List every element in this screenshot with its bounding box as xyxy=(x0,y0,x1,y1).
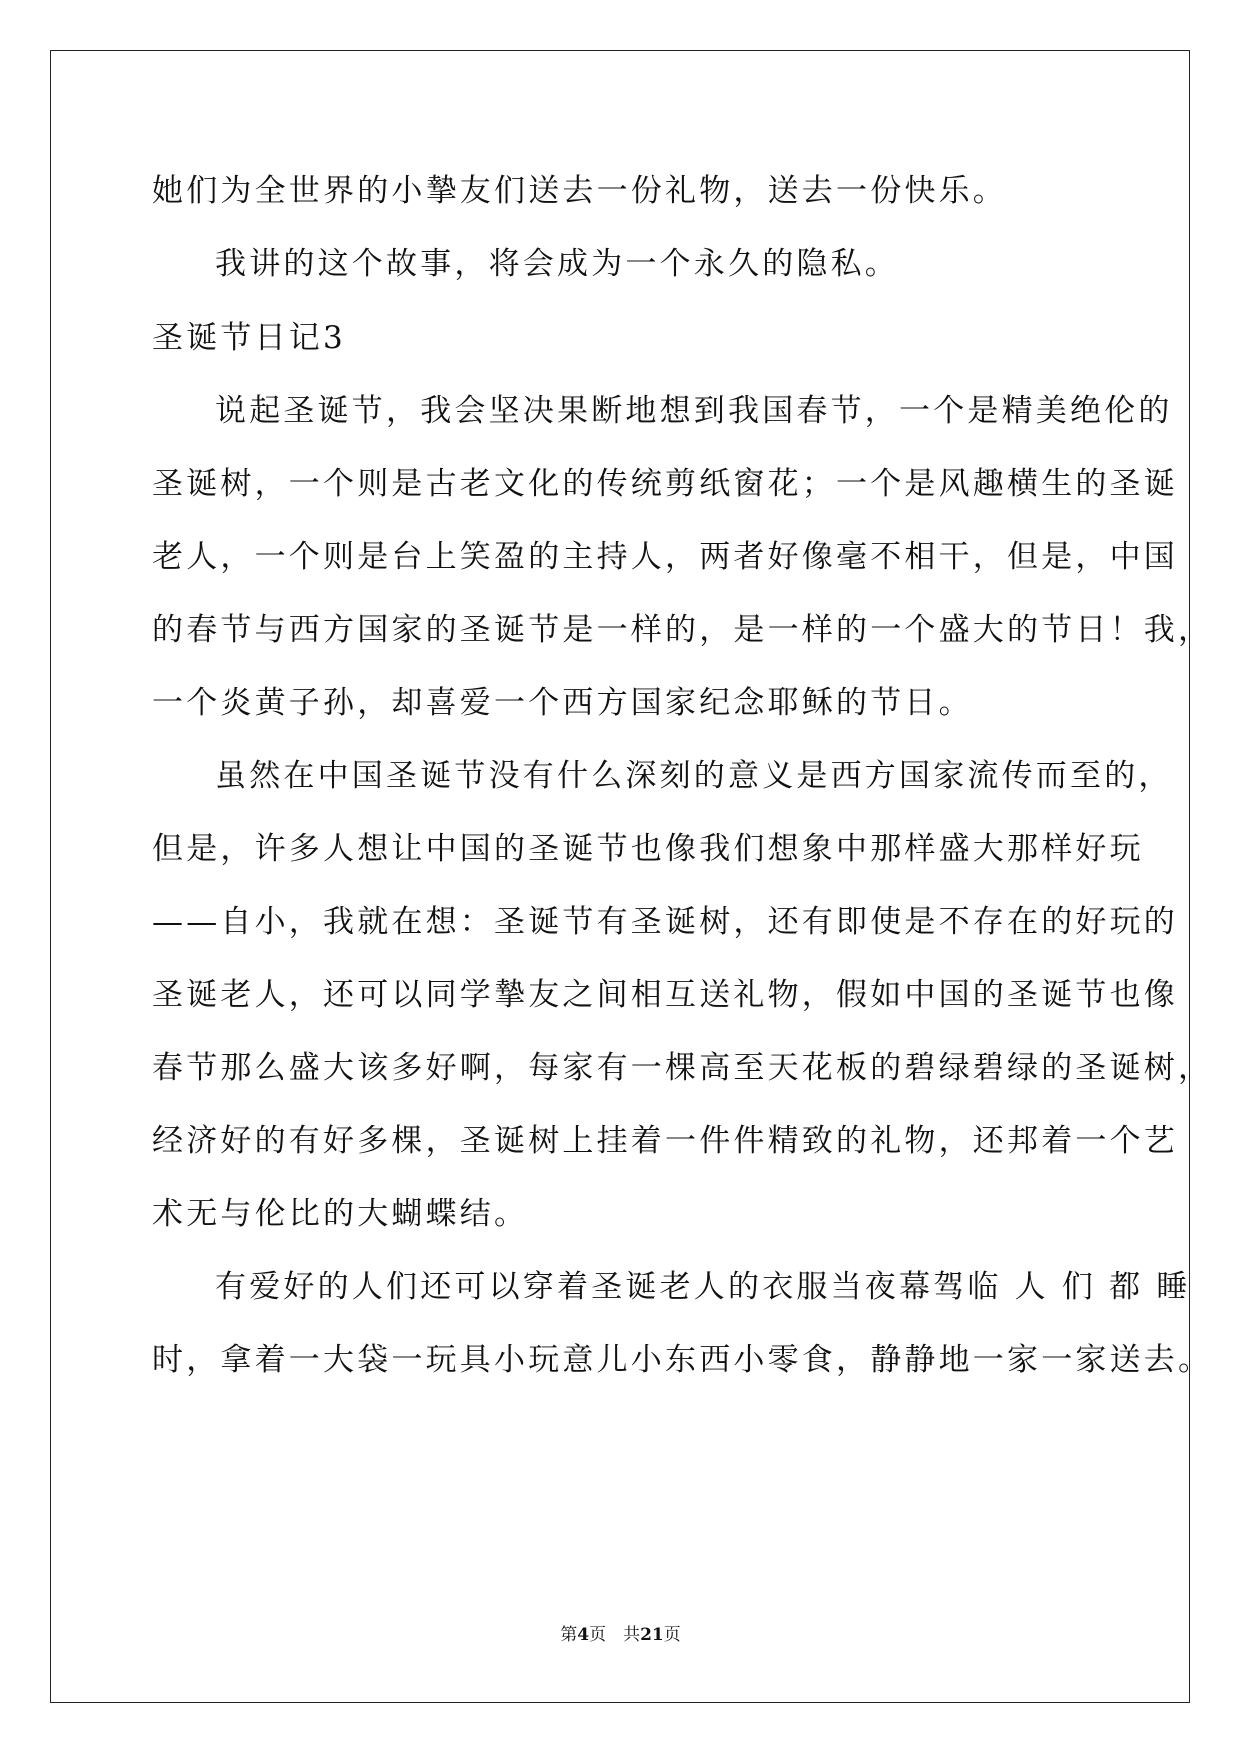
paragraph-line: 老人，一个则是台上笑盈的主持人，两者好像毫不相干，但是，中国 xyxy=(152,539,1178,575)
paragraph-line: 我讲的这个故事，将会成为一个永久的隐私。 xyxy=(215,246,899,282)
page-footer xyxy=(0,1620,1241,1645)
paragraph-line: 一个炎黄子孙，却喜爱一个西方国家纪念耶稣的节日。 xyxy=(152,685,973,721)
paragraph-line: 经济好的有好多棵，圣诞树上挂着一件件精致的礼物，还邦着一个艺 xyxy=(152,1123,1178,1159)
footer-page-current: 4 xyxy=(577,1625,590,1645)
paragraph-line: 有爱好的人们还可以穿着圣诞老人的衣服当夜幕驾临 人 们 都 睡 xyxy=(215,1269,1191,1305)
footer-suffix: 页 xyxy=(663,1625,681,1645)
paragraph-line: 术无与伦比的大蝴蝶结。 xyxy=(152,1196,529,1232)
paragraph-line: 但是，许多人想让中国的圣诞节也像我们想象中那样盛大那样好玩 xyxy=(152,831,1144,867)
section-heading: 圣诞节日记3 xyxy=(152,320,346,356)
paragraph-line: 的春节与西方国家的圣诞节是一样的，是一样的一个盛大的节日！我， xyxy=(152,612,1213,648)
paragraph-line: 虽然在中国圣诞节没有什么深刻的意义是西方国家流传而至的， xyxy=(215,758,1173,794)
footer-mid: 页 共 xyxy=(589,1625,641,1645)
paragraph-line: 圣诞老人，还可以同学摯友之间相互送礼物，假如中国的圣诞节也像 xyxy=(152,977,1178,1013)
footer-page-total: 21 xyxy=(640,1625,664,1645)
page-border xyxy=(50,50,1190,1703)
paragraph-line: 春节那么盛大该多好啊，每家有一棵高至天花板的碧绿碧绿的圣诞树， xyxy=(152,1050,1213,1086)
paragraph-line: 说起圣诞节，我会坚决果断地想到我国春节，一个是精美绝伦的 xyxy=(215,393,1173,429)
paragraph-line: ——自小，我就在想：圣诞节有圣诞树，还有即使是不存在的好玩的 xyxy=(152,904,1178,940)
paragraph-line: 时，拿着一大袋一玩具小玩意儿小东西小零食，静静地一家一家送去。 xyxy=(152,1342,1213,1378)
footer-prefix: 第 xyxy=(560,1625,578,1645)
paragraph-line: 圣诞树，一个则是古老文化的传统剪纸窗花；一个是风趣横生的圣诞 xyxy=(152,466,1178,502)
paragraph-line: 她们为全世界的小摯友们送去一份礼物，送去一份快乐。 xyxy=(152,173,1007,209)
